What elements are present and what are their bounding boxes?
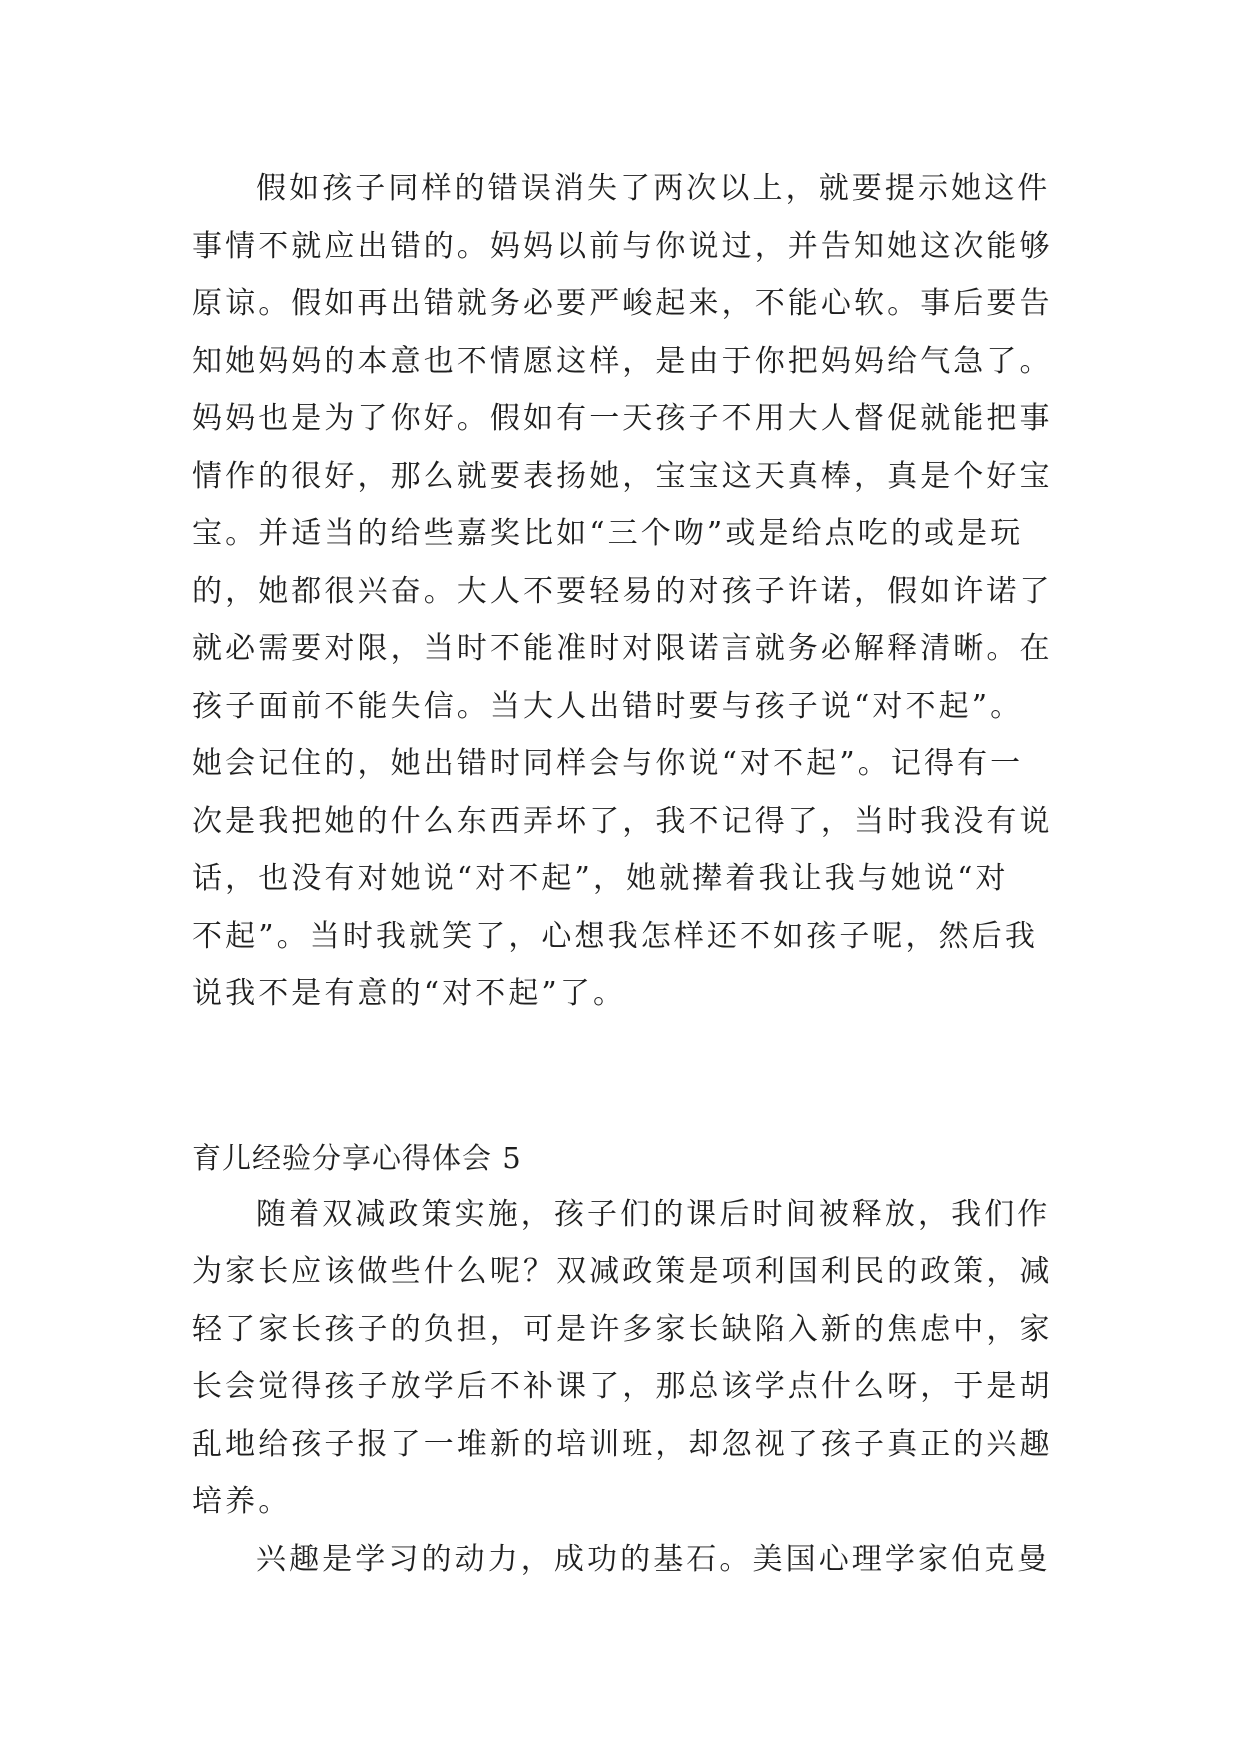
text-line: 培养。 — [192, 1484, 292, 1519]
text-line: 不起”。当时我就笑了，心想我怎样还不如孩子呢，然后我 — [192, 918, 1038, 954]
text-line: 知她妈妈的本意也不情愿这样，是由于你把妈妈给气急了。 — [192, 343, 1053, 379]
text-line: 次是我把她的什么东西弄坏了，我不记得了，当时我没有说 — [192, 803, 1053, 839]
text-line: 为家长应该做些什么呢？双减政策是项利国利民的政策，减 — [192, 1254, 1053, 1289]
text-line: 宝。并适当的给些嘉奖比如“三个吻”或是给点吃的或是玩 — [192, 516, 1024, 551]
text-line: 情作的很好，那么就要表扬她，宝宝这天真棒，真是个好宝 — [192, 458, 1053, 494]
text-line: 随着双减政策实施，孩子们的课后时间被释放，我们作 — [256, 1196, 1051, 1232]
text-line: 乱地给孩子报了一堆新的培训班，却忽视了孩子真正的兴趣 — [192, 1426, 1053, 1462]
text-line: 假如孩子同样的错误消失了两次以上，就要提示她这件 — [256, 171, 1051, 206]
text-line: 说我不是有意的“对不起”了。 — [192, 976, 627, 1011]
text-line: 长会觉得孩子放学后不补课了，那总该学点什么呀，于是胡 — [192, 1369, 1053, 1404]
paragraph-parenting-mistakes — [192, 160, 1052, 1023]
paragraph-interest — [192, 1531, 1052, 1589]
section-spacer — [192, 1023, 1052, 1131]
text-line: 的，她都很兴奋。大人不要轻易的对孩子许诺，假如许诺了 — [192, 573, 1053, 609]
text-line: 兴趣是学习的动力，成功的基石。美国心理学家伯克曼 — [256, 1541, 1051, 1577]
text-line: 妈妈也是为了你好。假如有一天孩子不用大人督促就能把事 — [192, 401, 1053, 436]
section-heading: 育儿经验分享心得体会 5 — [192, 1140, 522, 1175]
paragraph-double-reduction — [192, 1186, 1052, 1531]
text-line: 轻了家长孩子的负担，可是许多家长缺陷入新的焦虑中，家 — [192, 1311, 1053, 1347]
text-line: 事情不就应出错的。妈妈以前与你说过，并告知她这次能够 — [192, 228, 1053, 264]
text-line: 她会记住的，她出错时同样会与你说“对不起”。记得有一 — [192, 746, 1024, 781]
content-column — [192, 160, 1052, 1588]
text-line: 孩子面前不能失信。当大人出错时要与孩子说“对不起”。 — [192, 688, 1024, 724]
text-line: 原谅。假如再出错就务必要严峻起来，不能心软。事后要告 — [192, 286, 1053, 321]
text-line: 就必需要对限，当时不能准时对限诺言就务必解释清晰。在 — [192, 631, 1053, 666]
text-line: 话，也没有对她说“对不起”，她就撵着我让我与她说“对 — [192, 861, 1009, 896]
